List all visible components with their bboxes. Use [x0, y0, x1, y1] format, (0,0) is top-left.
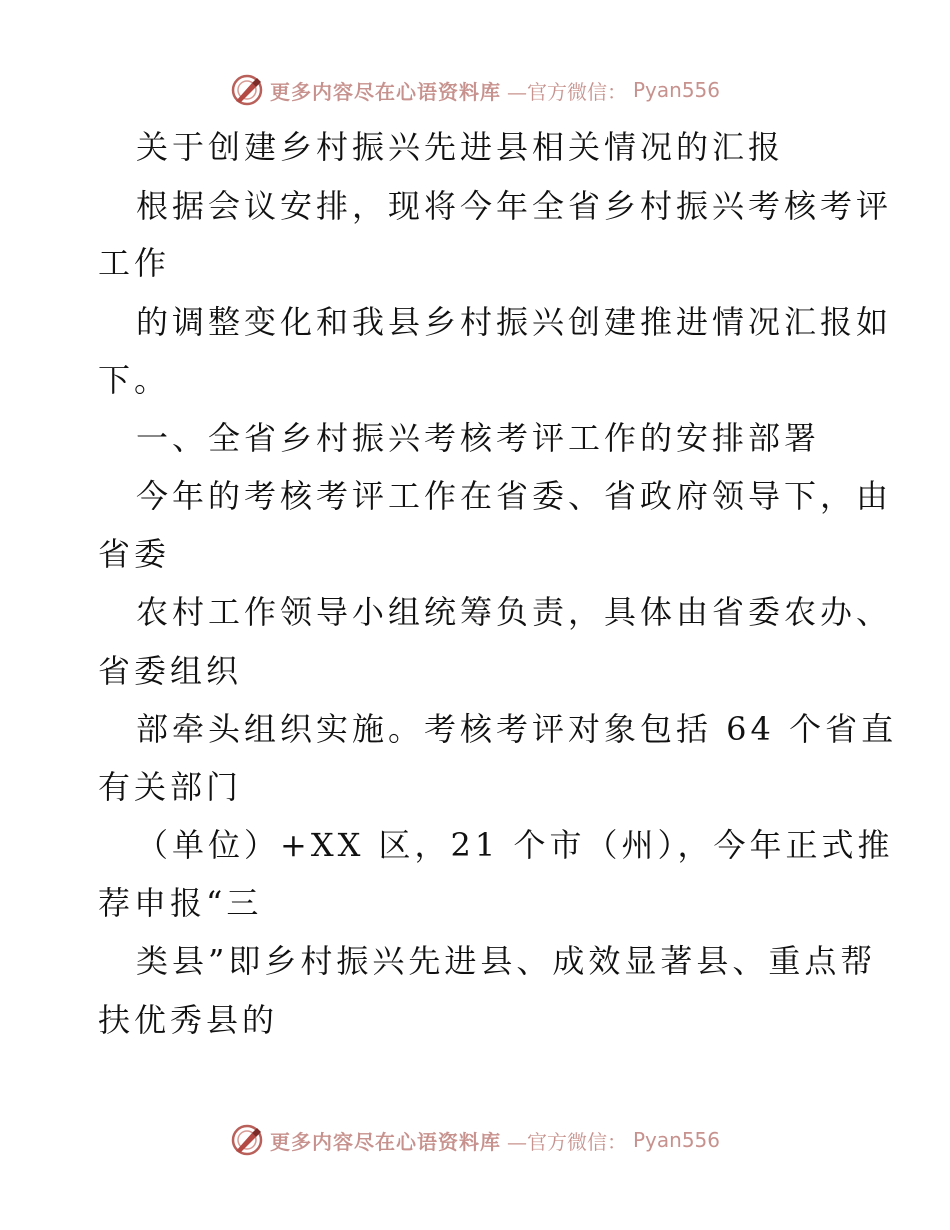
paragraph-line: 下。: [98, 361, 171, 399]
paragraph-line: 荐申报“三: [98, 884, 263, 922]
banner-text: 更多内容尽在心语资料库: [269, 1129, 501, 1154]
banner-separator: —官方微信：: [506, 1129, 627, 1154]
footer-watermark-banner: [0, 1120, 950, 1160]
banner-text: 更多内容尽在心语资料库: [269, 79, 501, 104]
pen-logo-icon: [230, 1123, 264, 1157]
paragraph-line: 工作: [98, 244, 171, 282]
paragraph-line: 省委: [98, 535, 171, 573]
pen-logo-icon: [230, 73, 264, 107]
section-heading: 一、全省乡村振兴考核考评工作的安排部署: [136, 419, 821, 457]
banner-wechat-id: Pyan556: [632, 1128, 720, 1152]
paragraph-line: 有关部门: [98, 768, 243, 806]
header-watermark-banner: [0, 70, 950, 110]
paragraph-line: 部牵头组织实施。考核考评对象包括 64 个省直: [136, 710, 898, 748]
paragraph-line: 类县”即乡村振兴先进县、成效显著县、重点帮: [136, 942, 877, 980]
paragraph-line: 的调整变化和我县乡村振兴创建推进情况汇报如: [136, 303, 893, 341]
banner-wechat-id: Pyan556: [632, 78, 720, 102]
paragraph-line: 省委组织: [98, 652, 243, 690]
paragraph-line: 根据会议安排，现将今年全省乡村振兴考核考评: [136, 187, 893, 225]
document-title: 关于创建乡村振兴先进县相关情况的汇报: [136, 128, 785, 166]
paragraph-line: 今年的考核考评工作在省委、省政府领导下，由: [136, 477, 893, 515]
paragraph-line: （单位）+XX 区，21 个市（州），今年正式推: [136, 826, 894, 864]
paragraph-line: 农村工作领导小组统筹负责，具体由省委农办、: [136, 593, 893, 631]
banner-separator: —官方微信：: [506, 79, 627, 104]
paragraph-line: 扶优秀县的: [98, 1001, 279, 1039]
